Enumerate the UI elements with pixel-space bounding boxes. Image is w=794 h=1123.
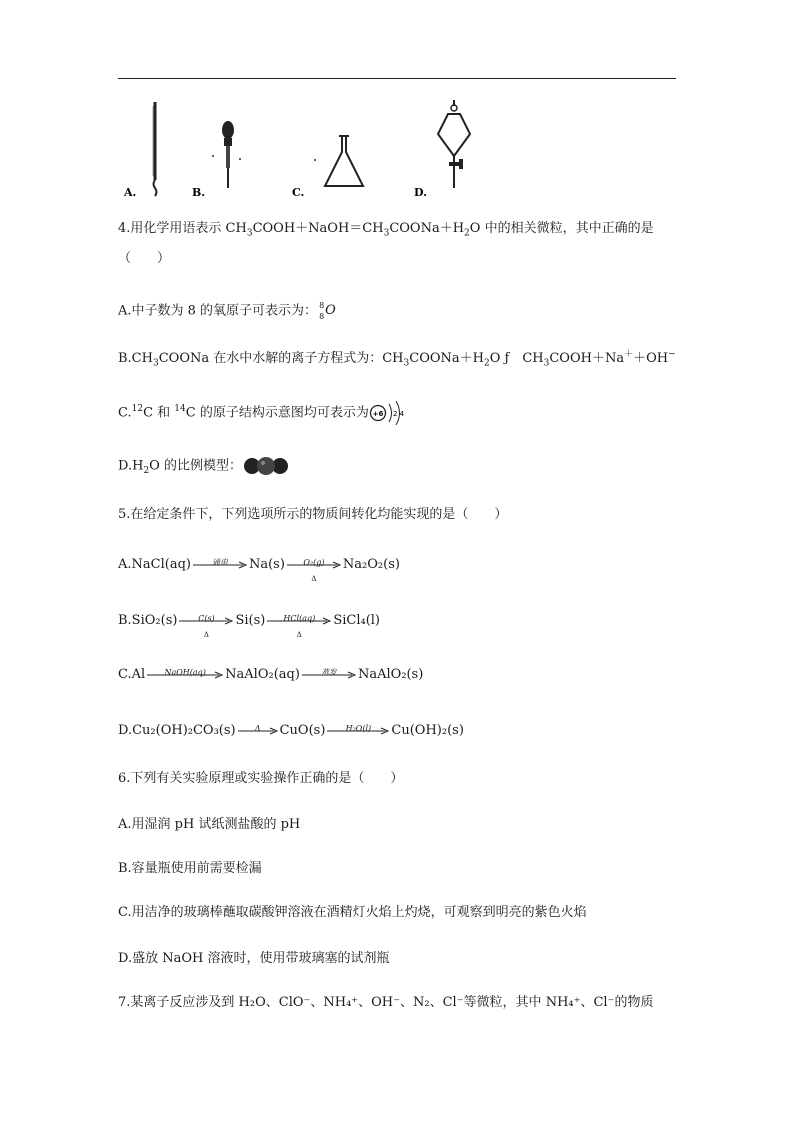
q6-stem: 6.下列有关实验原理或实验操作正确的是（ ） xyxy=(118,771,404,786)
label-b: B. xyxy=(192,186,206,199)
label-a: A. xyxy=(124,186,137,199)
q4-paren: （ ） xyxy=(118,251,171,266)
q5-stem: 5.在给定条件下，下列选项所示的物质间转化均能实现的是（ ） xyxy=(118,507,508,522)
q6-option-d: D.盛放 NaOH 溶液时，使用带玻璃塞的试剂瓶 xyxy=(118,951,390,966)
q4-option-a: A.中子数为 8 的氧原子可表示为： 8 8 O xyxy=(118,301,336,321)
apparatus-figure xyxy=(118,96,478,200)
q4-option-b: $B.CH_3COONa$ 在水中水解的离子方程式为：$CH_3COONa+H_2O$ ƒ $CH_3COOH+Na^++OH^-$ xyxy=(118,349,676,369)
q6-option-a: A.用湿润 pH 试纸测盐酸的 pH xyxy=(118,817,301,832)
q5-option-d: D.Cu₂(OH)₂CO₃(s) Δ CuO(s) H₂O(l) Cu(OH)₂(s) xyxy=(118,723,464,738)
conical-flask-icon xyxy=(314,136,363,186)
svg-text:2 4: 2 4 xyxy=(392,410,404,418)
q5-option-b: B.SiO₂(s) C(s) Δ Si(s) HCl(aq) Δ SiCl₄(l) xyxy=(118,613,381,639)
dropper-icon xyxy=(212,121,241,188)
separatory-funnel-icon xyxy=(438,100,470,188)
header-rule xyxy=(118,78,676,79)
q6-option-c: C.用洁净的玻璃棒蘸取碳酸钾溶液在酒精灯火焰上灼烧，可观察到明亮的紫色火焰 xyxy=(118,905,587,920)
q5-option-a: A.NaCl(aq) 通电 Na(s) O₂(g) Δ Na₂O₂(s) xyxy=(118,557,400,583)
svg-text:+6: +6 xyxy=(372,410,384,418)
q5-option-c: C.Al NaOH(aq) NaAlO₂(aq) 蒸发 NaAlO₂(s) xyxy=(118,667,424,682)
label-d: D. xyxy=(414,186,427,199)
q4-option-d: $D.H_2O$ 的比例模型： xyxy=(118,456,290,476)
q7-stem: 7.某离子反应涉及到 H₂O、ClO⁻、NH₄⁺、OH⁻、N₂、Cl⁻等微粒，其中 NH₄⁺、Cl⁻的物质 xyxy=(118,995,654,1010)
q6-option-b: B.容量瓶使用前需要检漏 xyxy=(118,861,262,876)
label-c: C. xyxy=(292,186,305,199)
oxygen-isotope: 8 8 O xyxy=(319,301,336,321)
q4-stem: 4.用化学用语表示 $CH_3COOH+NaOH=CH_3COONa+H_2O$ 中的相关微粒，其中正确的是 xyxy=(118,221,654,239)
q4-option-c: C.$^{12}$C 和 $^{14}$C 的原子结构示意图均可表示为 +6 2 4 xyxy=(118,398,405,428)
burette-icon xyxy=(153,102,157,196)
atom-structure-diagram xyxy=(369,398,405,428)
water-space-filling-model xyxy=(242,456,290,476)
